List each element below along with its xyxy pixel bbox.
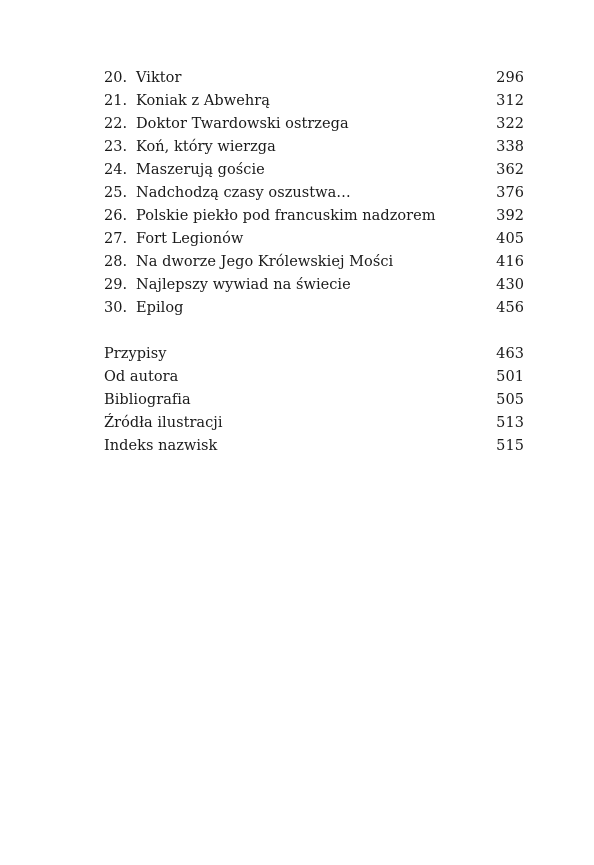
toc-entry-indeks-nazwisk (104, 435, 524, 458)
page-number: 430 (496, 277, 524, 293)
toc-entry-przypisy (104, 343, 524, 366)
toc-entry-chapter-21 (104, 90, 524, 113)
section-title: Przypisy (104, 346, 167, 362)
chapter-number: 28. (104, 254, 128, 270)
chapter-title: Na dworze Jego Królewskiej Mości (136, 254, 394, 270)
chapter-title: Polskie piekło pod francuskim nadzorem (136, 208, 436, 224)
page-number: 405 (496, 231, 524, 247)
section-title: Od autora (104, 369, 179, 385)
page-number: 338 (496, 139, 524, 155)
toc-entry-bibliografia (104, 389, 524, 412)
page-number: 416 (496, 254, 524, 270)
chapter-number: 27. (104, 231, 128, 247)
page-number: 463 (496, 346, 524, 362)
page-number: 501 (496, 369, 524, 385)
chapter-title: Fort Legionów (136, 231, 244, 247)
chapter-number: 20. (104, 70, 128, 86)
chapter-title: Nadchodzą czasy oszustwa… (136, 185, 351, 201)
toc-entry-chapter-24 (104, 159, 524, 182)
back-matter-list (104, 343, 524, 458)
toc-entry-chapter-22 (104, 113, 524, 136)
chapter-title: Epilog (136, 300, 184, 316)
chapter-title: Doktor Twardowski ostrzega (136, 116, 349, 132)
page-number: 392 (496, 208, 524, 224)
chapter-title: Koniak z Abwehrą (136, 93, 270, 109)
chapter-title: Najlepszy wywiad na świecie (136, 277, 351, 293)
page-number: 505 (496, 392, 524, 408)
chapter-number: 29. (104, 277, 128, 293)
page-number: 376 (496, 185, 524, 201)
toc-entry-zrodla-ilustracji (104, 412, 524, 435)
chapter-number: 23. (104, 139, 128, 155)
toc-entry-chapter-29 (104, 274, 524, 297)
section-title: Indeks nazwisk (104, 438, 218, 454)
chapter-title: Viktor (136, 70, 182, 86)
toc-entry-chapter-28 (104, 251, 524, 274)
toc-entry-od-autora (104, 366, 524, 389)
toc-entry-chapter-30 (104, 297, 524, 320)
page-number: 456 (496, 300, 524, 316)
table-of-contents (104, 67, 524, 458)
page-number: 513 (496, 415, 524, 431)
chapter-number: 26. (104, 208, 128, 224)
page-number: 515 (496, 438, 524, 454)
toc-entry-chapter-20 (104, 67, 524, 90)
chapter-number: 24. (104, 162, 128, 178)
chapter-list (104, 67, 524, 320)
chapter-title: Maszerują goście (136, 162, 265, 178)
section-title: Źródła ilustracji (104, 415, 223, 431)
toc-entry-chapter-23 (104, 136, 524, 159)
toc-entry-chapter-25 (104, 182, 524, 205)
toc-entry-chapter-27 (104, 228, 524, 251)
page-number: 322 (496, 116, 524, 132)
section-title: Bibliografia (104, 392, 191, 408)
chapter-number: 25. (104, 185, 128, 201)
chapter-title: Koń, który wierzga (136, 139, 276, 155)
chapter-number: 30. (104, 300, 128, 316)
page-number: 296 (496, 70, 524, 86)
chapter-number: 22. (104, 116, 128, 132)
page-number: 312 (496, 93, 524, 109)
page-number: 362 (496, 162, 524, 178)
section-spacer (104, 320, 524, 343)
chapter-number: 21. (104, 93, 128, 109)
toc-entry-chapter-26 (104, 205, 524, 228)
